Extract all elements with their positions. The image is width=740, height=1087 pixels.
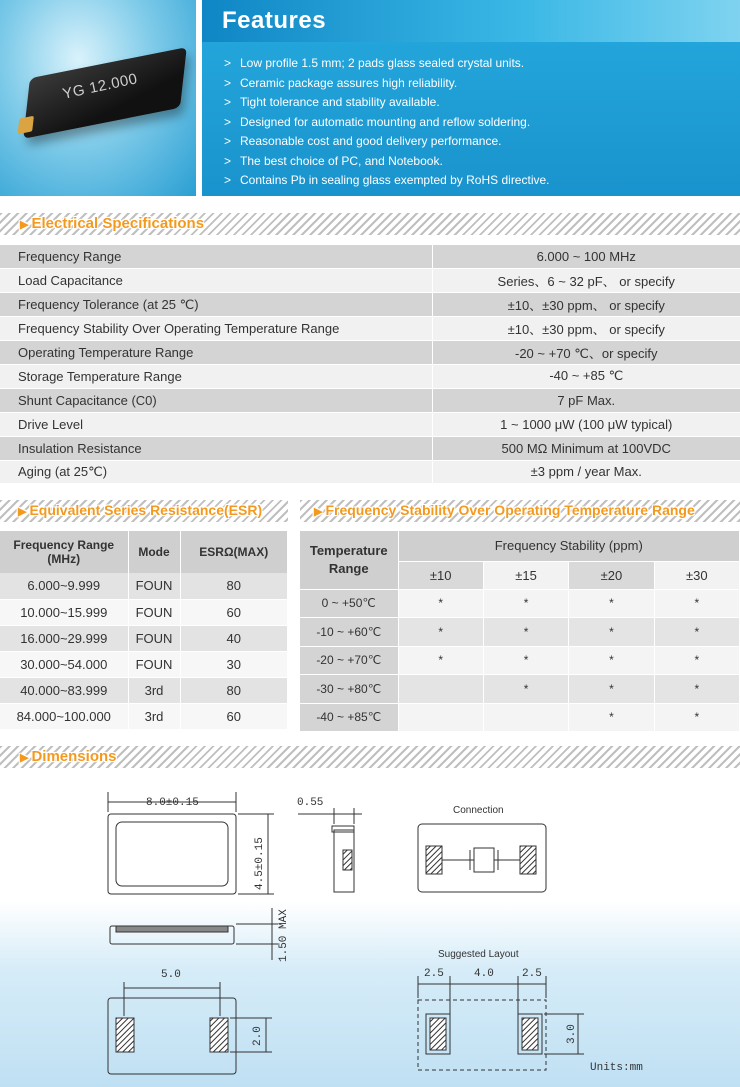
stability-column-header: ±30	[654, 561, 739, 589]
units-label: Units:mm	[590, 1062, 643, 1074]
bottom-view-drawing	[108, 982, 272, 1074]
layout-height-dimension: 3.0	[566, 1024, 578, 1044]
length-dimension: 8.0±0.15	[146, 797, 199, 809]
stability-table	[300, 531, 740, 732]
esr-table	[0, 531, 288, 730]
product-marking: YG 12.000	[61, 70, 140, 103]
pad-offset-dimension: 0.55	[297, 797, 324, 809]
feature-item: > Designed for automatic mounting and reflow soldering.	[224, 113, 740, 133]
bullet-arrow-icon: >	[224, 153, 232, 168]
table-row: Insulation Resistance 500 MΩ Minimum at 100VDC	[0, 436, 740, 460]
table-row: 84.000~100.000 3rd 60	[0, 703, 288, 729]
connection-drawing	[418, 824, 546, 892]
table-row: Shunt Capacitance (C0) 7 pF Max.	[0, 388, 740, 412]
bullet-arrow-icon: >	[224, 56, 232, 70]
table-row: -30 ~ +80℃ * * *	[300, 675, 740, 704]
table-row: Frequency Stability Over Operating Temperature Range ±10、±30 ppm、 or specify	[0, 317, 740, 341]
stability-section-header	[300, 500, 740, 522]
table-row: Frequency Tolerance (at 25 ℃) ±10、±30 ppm、 or specify	[0, 293, 740, 317]
table-row: Drive Level 1 ~ 1000 μW (100 μW typical)	[0, 412, 740, 436]
features-banner	[0, 0, 740, 196]
table-row: 0 ~ +50℃ * * * *	[300, 589, 740, 618]
triangle-arrow-icon: ▶	[314, 506, 323, 518]
product-photo	[0, 0, 196, 196]
suggested-layout-drawing	[418, 976, 584, 1070]
profile-view-drawing	[110, 908, 278, 960]
freq-range-header: Frequency Range (MHz)	[0, 531, 128, 573]
feature-item: > The best choice of PC, and Notebook.	[224, 152, 740, 172]
feature-item: > Reasonable cost and good delivery performance.	[224, 132, 740, 152]
dimensions-title: Dimensions	[31, 748, 117, 765]
electrical-title: Electrical Specifications	[31, 215, 205, 232]
stability-column-header: ±10	[398, 561, 483, 589]
table-row: Storage Temperature Range -40 ~ +85 ℃	[0, 364, 740, 388]
features-header	[202, 0, 740, 42]
table-row: 16.000~29.999 FOUN 40	[0, 625, 288, 651]
width-dimension: 4.5±0.15	[254, 837, 266, 890]
esr-section-header	[0, 500, 288, 522]
triangle-arrow-icon: ▶	[18, 506, 27, 518]
table-row: -20 ~ +70℃ * * * *	[300, 646, 740, 675]
stability-title: Frequency Stability Over Operating Temperature Range	[325, 502, 695, 518]
triangle-arrow-icon: ▶	[20, 752, 29, 764]
table-row: -10 ~ +60℃ * * * *	[300, 618, 740, 647]
bullet-arrow-icon: >	[224, 114, 232, 129]
feature-item: > Low profile 1.5 mm; 2 pads glass sealed crystal units.	[224, 54, 740, 74]
height-dimension: 1.50 MAX	[278, 909, 290, 962]
table-row: 10.000~15.999 FOUN 60	[0, 599, 288, 625]
temperature-range-header: Temperature Range	[300, 531, 398, 589]
bullet-arrow-icon: >	[224, 75, 232, 90]
side-view-drawing	[298, 808, 362, 892]
bullet-arrow-icon: >	[224, 173, 232, 187]
esr-header: ESRΩ(MAX)	[180, 531, 288, 573]
esr-title: Equivalent Series Resistance(ESR)	[29, 502, 263, 518]
dimensions-drawing-area	[0, 778, 740, 1087]
stability-column-header: ±15	[483, 561, 568, 589]
table-row: 40.000~83.999 3rd 80	[0, 677, 288, 703]
electrical-spec-table	[0, 245, 740, 484]
layout-left-dimension: 2.5	[424, 968, 444, 980]
table-header-row	[0, 531, 288, 573]
mode-header: Mode	[128, 531, 180, 573]
stability-column-header: ±20	[569, 561, 654, 589]
table-row: 30.000~54.000 FOUN 30	[0, 651, 288, 677]
table-header-row	[300, 531, 740, 561]
bullet-arrow-icon: >	[224, 95, 232, 109]
table-row: Operating Temperature Range -20 ~ +70 ℃、or specify	[0, 341, 740, 365]
feature-item: > Tight tolerance and stability available.	[224, 93, 740, 113]
table-row: -40 ~ +85℃ * *	[300, 703, 740, 732]
dimensions-section-header	[0, 746, 740, 768]
pad-span-dimension: 5.0	[161, 969, 181, 981]
feature-item: > Contains Pb in sealing glass exempted by RoHS directive.	[224, 171, 740, 191]
electrical-section-header	[0, 213, 740, 235]
bullet-arrow-icon: >	[224, 134, 232, 148]
feature-item: > Ceramic package assures high reliability.	[224, 74, 740, 94]
suggested-layout-label: Suggested Layout	[438, 949, 519, 960]
layout-mid-dimension: 4.0	[474, 968, 494, 980]
pad-height-dimension: 2.0	[252, 1026, 264, 1046]
table-row: Load Capacitance Series、6 ~ 32 pF、 or specify	[0, 269, 740, 293]
dimension-drawings	[0, 778, 740, 1087]
table-row: 6.000~9.999 FOUN 80	[0, 573, 288, 599]
table-row: Frequency Range 6.000 ~ 100 MHz	[0, 245, 740, 269]
features-panel	[202, 0, 740, 196]
features-title: Features	[222, 7, 327, 34]
table-row: Aging (at 25℃) ±3 ppm / year Max.	[0, 460, 740, 484]
stability-span-header: Frequency Stability (ppm)	[398, 531, 740, 561]
connection-label: Connection	[453, 805, 504, 816]
layout-right-dimension: 2.5	[522, 968, 542, 980]
features-list	[202, 42, 740, 191]
triangle-arrow-icon: ▶	[20, 219, 29, 231]
